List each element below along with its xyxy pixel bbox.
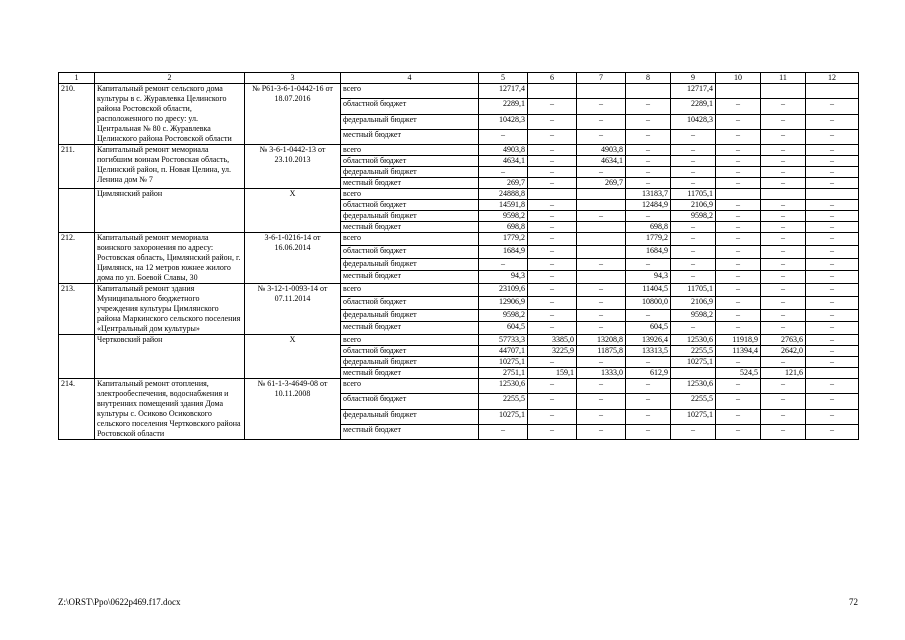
funding-source: областной бюджет: [341, 156, 479, 167]
amount-cell: 9598,2: [671, 211, 716, 222]
amount-cell: 604,5: [626, 322, 671, 335]
amount-cell: –: [761, 296, 806, 309]
funding-source: всего: [341, 84, 479, 99]
column-header: 9: [671, 73, 716, 84]
amount-cell: –: [806, 178, 859, 189]
amount-cell: 269,7: [479, 178, 528, 189]
funding-source: местный бюджет: [341, 129, 479, 144]
amount-cell: –: [806, 357, 859, 368]
amount-cell: 698,8: [479, 222, 528, 233]
amount-cell: 524,5: [716, 368, 761, 379]
amount-cell: 10428,3: [671, 114, 716, 129]
table-row: [59, 189, 859, 200]
amount-cell: –: [761, 233, 806, 246]
amount-cell: 2255,5: [671, 346, 716, 357]
amount-cell: –: [806, 346, 859, 357]
amount-cell: –: [577, 296, 626, 309]
amount-cell: –: [716, 284, 761, 297]
amount-cell: –: [577, 211, 626, 222]
amount-cell: –: [761, 424, 806, 439]
amount-cell: 2106,9: [671, 200, 716, 211]
funding-source: местный бюджет: [341, 424, 479, 439]
amount-cell: 1684,9: [626, 245, 671, 258]
amount-cell: [577, 245, 626, 258]
amount-cell: [716, 189, 761, 200]
funding-source: всего: [341, 145, 479, 156]
amount-cell: –: [528, 271, 577, 284]
object-name: Капитальный ремонт сельского дома культуры в с. Журавлевка Целинского района Ростовской области, расположенного по дресу: ул. Центральная № 80 с. Журавлевка Целинского района Ростовской области: [95, 84, 245, 145]
header-row: [59, 73, 859, 84]
amount-cell: [577, 271, 626, 284]
table-row: [59, 284, 859, 297]
amount-cell: –: [528, 114, 577, 129]
amount-cell: –: [806, 271, 859, 284]
amount-cell: –: [577, 309, 626, 322]
amount-cell: [577, 200, 626, 211]
amount-cell: –: [626, 167, 671, 178]
column-header: 6: [528, 73, 577, 84]
amount-cell: –: [806, 233, 859, 246]
amount-cell: –: [626, 99, 671, 114]
amount-cell: –: [806, 394, 859, 409]
amount-cell: 57733,3: [479, 335, 528, 346]
amount-cell: –: [761, 211, 806, 222]
amount-cell: 44707,1: [479, 346, 528, 357]
amount-cell: –: [806, 99, 859, 114]
amount-cell: –: [479, 424, 528, 439]
object-name: Капитальный ремонт здания Муниципального бюджетного учреждения культуры Цимлянского района Маркинского сельского поселения «Центральный дом культуры»: [95, 284, 245, 335]
amount-cell: –: [716, 222, 761, 233]
amount-cell: –: [761, 284, 806, 297]
amount-cell: –: [716, 156, 761, 167]
table-row: [59, 379, 859, 394]
amount-cell: –: [479, 167, 528, 178]
amount-cell: –: [528, 178, 577, 189]
amount-cell: 11394,4: [716, 346, 761, 357]
amount-cell: –: [716, 424, 761, 439]
row-number: 210.: [59, 84, 95, 145]
amount-cell: –: [716, 322, 761, 335]
amount-cell: –: [761, 357, 806, 368]
row-number: [59, 189, 95, 233]
amount-cell: –: [716, 394, 761, 409]
row-number: [59, 335, 95, 379]
amount-cell: 3225,9: [528, 346, 577, 357]
object-name: Чертковский район: [95, 335, 245, 379]
amount-cell: –: [716, 233, 761, 246]
funding-source: всего: [341, 189, 479, 200]
amount-cell: 1684,9: [479, 245, 528, 258]
amount-cell: –: [806, 309, 859, 322]
amount-cell: 24888,8: [479, 189, 528, 200]
amount-cell: –: [806, 424, 859, 439]
amount-cell: –: [577, 409, 626, 424]
amount-cell: 4634,1: [577, 156, 626, 167]
column-header: 12: [806, 73, 859, 84]
column-header: 5: [479, 73, 528, 84]
amount-cell: –: [577, 167, 626, 178]
amount-cell: [806, 189, 859, 200]
amount-cell: –: [577, 258, 626, 271]
amount-cell: –: [528, 200, 577, 211]
amount-cell: –: [528, 357, 577, 368]
column-header: 2: [95, 73, 245, 84]
amount-cell: –: [761, 129, 806, 144]
amount-cell: 12906,9: [479, 296, 528, 309]
amount-cell: 4903,8: [479, 145, 528, 156]
amount-cell: –: [626, 156, 671, 167]
document-ref: № 3-6-1-0442-13 от 23.10.2013: [245, 145, 341, 189]
table-row: [59, 84, 859, 99]
amount-cell: 12484,9: [626, 200, 671, 211]
column-header: 7: [577, 73, 626, 84]
budget-table: [58, 72, 859, 440]
funding-source: областной бюджет: [341, 245, 479, 258]
amount-cell: 10275,1: [479, 409, 528, 424]
amount-cell: –: [577, 379, 626, 394]
amount-cell: –: [528, 379, 577, 394]
amount-cell: –: [761, 156, 806, 167]
document-ref: № Р61-3-6-1-0442-16 от 18.07.2016: [245, 84, 341, 145]
amount-cell: –: [716, 379, 761, 394]
amount-cell: 269,7: [577, 178, 626, 189]
funding-source: местный бюджет: [341, 322, 479, 335]
amount-cell: –: [671, 245, 716, 258]
row-number: 214.: [59, 379, 95, 440]
amount-cell: –: [761, 394, 806, 409]
document-ref: 3-6-1-0216-14 от 16.06.2014: [245, 233, 341, 284]
amount-cell: –: [671, 156, 716, 167]
amount-cell: –: [716, 211, 761, 222]
amount-cell: –: [626, 409, 671, 424]
amount-cell: 11875,8: [577, 346, 626, 357]
amount-cell: –: [577, 284, 626, 297]
amount-cell: –: [716, 129, 761, 144]
amount-cell: [626, 84, 671, 99]
amount-cell: –: [806, 156, 859, 167]
document-ref: Х: [245, 335, 341, 379]
amount-cell: –: [761, 271, 806, 284]
amount-cell: –: [806, 296, 859, 309]
amount-cell: 10800,0: [626, 296, 671, 309]
amount-cell: –: [626, 357, 671, 368]
column-header: 4: [341, 73, 479, 84]
amount-cell: 159,1: [528, 368, 577, 379]
column-header: 3: [245, 73, 341, 84]
amount-cell: 94,3: [479, 271, 528, 284]
amount-cell: 2289,1: [479, 99, 528, 114]
object-name: Капитальный ремонт мемориала погибшим воинам Ростовская область, Целинский район, п. Новая Целина, ул. Ленина дом № 7: [95, 145, 245, 189]
amount-cell: [716, 84, 761, 99]
amount-cell: –: [577, 99, 626, 114]
table-row: [59, 335, 859, 346]
amount-cell: –: [626, 114, 671, 129]
object-name: Капитальный ремонт отопления, электрообеспечения, водоснабжения и внутренних помещений здания Дома культуры с. Осиково Осиковского сельского поселения Чертковского района Ростовской области: [95, 379, 245, 440]
funding-source: местный бюджет: [341, 178, 479, 189]
amount-cell: –: [716, 309, 761, 322]
amount-cell: –: [528, 322, 577, 335]
amount-cell: –: [528, 284, 577, 297]
amount-cell: 94,3: [626, 271, 671, 284]
amount-cell: [577, 233, 626, 246]
amount-cell: 13208,8: [577, 335, 626, 346]
amount-cell: –: [761, 258, 806, 271]
amount-cell: 10275,1: [671, 357, 716, 368]
amount-cell: –: [716, 145, 761, 156]
amount-cell: –: [761, 99, 806, 114]
amount-cell: 10428,3: [479, 114, 528, 129]
amount-cell: 698,8: [626, 222, 671, 233]
amount-cell: 2255,5: [671, 394, 716, 409]
amount-cell: –: [479, 258, 528, 271]
row-number: 213.: [59, 284, 95, 335]
amount-cell: –: [528, 156, 577, 167]
amount-cell: –: [716, 245, 761, 258]
amount-cell: –: [528, 211, 577, 222]
amount-cell: –: [806, 222, 859, 233]
row-number: 211.: [59, 145, 95, 189]
amount-cell: –: [761, 322, 806, 335]
object-name: Цимлянский район: [95, 189, 245, 233]
amount-cell: 12530,6: [671, 379, 716, 394]
amount-cell: –: [761, 245, 806, 258]
amount-cell: –: [626, 424, 671, 439]
amount-cell: [577, 222, 626, 233]
amount-cell: –: [806, 200, 859, 211]
funding-source: всего: [341, 284, 479, 297]
amount-cell: 2106,9: [671, 296, 716, 309]
amount-cell: –: [528, 245, 577, 258]
amount-cell: –: [671, 129, 716, 144]
amount-cell: –: [716, 409, 761, 424]
amount-cell: –: [806, 114, 859, 129]
amount-cell: 13183,7: [626, 189, 671, 200]
amount-cell: 10275,1: [671, 409, 716, 424]
amount-cell: 11705,1: [671, 189, 716, 200]
amount-cell: –: [577, 129, 626, 144]
amount-cell: 612,9: [626, 368, 671, 379]
amount-cell: 4903,8: [577, 145, 626, 156]
amount-cell: –: [671, 322, 716, 335]
amount-cell: –: [806, 379, 859, 394]
amount-cell: 1779,2: [479, 233, 528, 246]
amount-cell: –: [626, 211, 671, 222]
amount-cell: –: [671, 222, 716, 233]
amount-cell: 9598,2: [479, 211, 528, 222]
amount-cell: –: [716, 296, 761, 309]
amount-cell: –: [528, 129, 577, 144]
amount-cell: –: [806, 322, 859, 335]
amount-cell: 13313,5: [626, 346, 671, 357]
amount-cell: [528, 84, 577, 99]
amount-cell: –: [716, 258, 761, 271]
amount-cell: –: [761, 114, 806, 129]
amount-cell: –: [528, 409, 577, 424]
amount-cell: –: [528, 145, 577, 156]
funding-source: всего: [341, 335, 479, 346]
document-ref: № 3-12-1-0093-14 от 07.11.2014: [245, 284, 341, 335]
amount-cell: 13926,4: [626, 335, 671, 346]
amount-cell: –: [577, 394, 626, 409]
amount-cell: –: [671, 233, 716, 246]
funding-source: местный бюджет: [341, 222, 479, 233]
amount-cell: –: [761, 379, 806, 394]
amount-cell: [806, 368, 859, 379]
funding-source: федеральный бюджет: [341, 114, 479, 129]
amount-cell: –: [671, 258, 716, 271]
amount-cell: 2642,0: [761, 346, 806, 357]
amount-cell: –: [806, 167, 859, 178]
amount-cell: 9598,2: [671, 309, 716, 322]
amount-cell: –: [479, 129, 528, 144]
amount-cell: –: [716, 200, 761, 211]
column-header: 8: [626, 73, 671, 84]
amount-cell: –: [577, 424, 626, 439]
amount-cell: 12717,4: [479, 84, 528, 99]
amount-cell: –: [528, 222, 577, 233]
amount-cell: –: [626, 129, 671, 144]
column-header: 10: [716, 73, 761, 84]
amount-cell: –: [671, 424, 716, 439]
amount-cell: –: [671, 145, 716, 156]
amount-cell: [671, 368, 716, 379]
amount-cell: –: [528, 296, 577, 309]
amount-cell: 12530,6: [671, 335, 716, 346]
amount-cell: –: [577, 114, 626, 129]
amount-cell: 1779,2: [626, 233, 671, 246]
amount-cell: –: [761, 409, 806, 424]
object-name: Капитальный ремонт мемориала воинского захоронения по адресу: Ростовская область, Цимлянский район, г. Цимлянск, на 12 метров южнее жилого дома по ул. Боевой Славы, 30: [95, 233, 245, 284]
amount-cell: [761, 189, 806, 200]
amount-cell: 9598,2: [479, 309, 528, 322]
amount-cell: 2289,1: [671, 99, 716, 114]
amount-cell: 2751,1: [479, 368, 528, 379]
amount-cell: –: [716, 271, 761, 284]
funding-source: федеральный бюджет: [341, 211, 479, 222]
table-row: [59, 233, 859, 246]
funding-source: всего: [341, 233, 479, 246]
funding-source: областной бюджет: [341, 394, 479, 409]
amount-cell: –: [528, 99, 577, 114]
funding-source: федеральный бюджет: [341, 258, 479, 271]
funding-source: местный бюджет: [341, 271, 479, 284]
amount-cell: –: [626, 379, 671, 394]
amount-cell: –: [761, 145, 806, 156]
amount-cell: –: [716, 114, 761, 129]
amount-cell: –: [626, 145, 671, 156]
amount-cell: –: [806, 211, 859, 222]
amount-cell: –: [528, 424, 577, 439]
amount-cell: –: [806, 129, 859, 144]
document-ref: Х: [245, 189, 341, 233]
amount-cell: –: [806, 335, 859, 346]
amount-cell: 2255,5: [479, 394, 528, 409]
amount-cell: –: [716, 167, 761, 178]
funding-source: областной бюджет: [341, 99, 479, 114]
funding-source: федеральный бюджет: [341, 167, 479, 178]
funding-source: местный бюджет: [341, 368, 479, 379]
amount-cell: –: [528, 258, 577, 271]
funding-source: федеральный бюджет: [341, 309, 479, 322]
amount-cell: –: [761, 167, 806, 178]
amount-cell: 11918,9: [716, 335, 761, 346]
column-header: 1: [59, 73, 95, 84]
amount-cell: –: [806, 245, 859, 258]
amount-cell: –: [528, 394, 577, 409]
amount-cell: –: [806, 284, 859, 297]
amount-cell: –: [716, 178, 761, 189]
amount-cell: 14591,8: [479, 200, 528, 211]
file-path: Z:\ORST\Ppo\0622p469.f17.docx: [58, 597, 181, 607]
amount-cell: –: [577, 357, 626, 368]
amount-cell: –: [671, 167, 716, 178]
funding-source: федеральный бюджет: [341, 357, 479, 368]
amount-cell: 11404,5: [626, 284, 671, 297]
funding-source: областной бюджет: [341, 200, 479, 211]
amount-cell: –: [761, 178, 806, 189]
funding-source: всего: [341, 379, 479, 394]
amount-cell: 10275,1: [479, 357, 528, 368]
amount-cell: 3385,0: [528, 335, 577, 346]
amount-cell: –: [671, 178, 716, 189]
amount-cell: 121,6: [761, 368, 806, 379]
document-ref: № 61-1-3-4649-08 от 10.11.2008: [245, 379, 341, 440]
amount-cell: –: [528, 309, 577, 322]
amount-cell: –: [528, 167, 577, 178]
amount-cell: –: [626, 309, 671, 322]
amount-cell: [528, 189, 577, 200]
table-row: [59, 145, 859, 156]
amount-cell: –: [806, 409, 859, 424]
amount-cell: 1333,0: [577, 368, 626, 379]
amount-cell: 2763,6: [761, 335, 806, 346]
amount-cell: [761, 84, 806, 99]
amount-cell: –: [626, 258, 671, 271]
amount-cell: –: [806, 145, 859, 156]
amount-cell: 4634,1: [479, 156, 528, 167]
page-number: 72: [849, 597, 858, 607]
funding-source: федеральный бюджет: [341, 409, 479, 424]
amount-cell: 12717,4: [671, 84, 716, 99]
amount-cell: –: [761, 309, 806, 322]
funding-source: областной бюджет: [341, 346, 479, 357]
amount-cell: –: [761, 200, 806, 211]
amount-cell: –: [577, 322, 626, 335]
amount-cell: –: [626, 394, 671, 409]
amount-cell: –: [626, 178, 671, 189]
amount-cell: 12530,6: [479, 379, 528, 394]
amount-cell: –: [528, 233, 577, 246]
funding-source: областной бюджет: [341, 296, 479, 309]
amount-cell: –: [716, 99, 761, 114]
amount-cell: –: [671, 271, 716, 284]
amount-cell: –: [806, 258, 859, 271]
amount-cell: 23109,6: [479, 284, 528, 297]
amount-cell: [577, 189, 626, 200]
column-header: 11: [761, 73, 806, 84]
amount-cell: [577, 84, 626, 99]
amount-cell: –: [761, 222, 806, 233]
row-number: 212.: [59, 233, 95, 284]
amount-cell: 604,5: [479, 322, 528, 335]
amount-cell: 11705,1: [671, 284, 716, 297]
amount-cell: –: [716, 357, 761, 368]
amount-cell: [806, 84, 859, 99]
